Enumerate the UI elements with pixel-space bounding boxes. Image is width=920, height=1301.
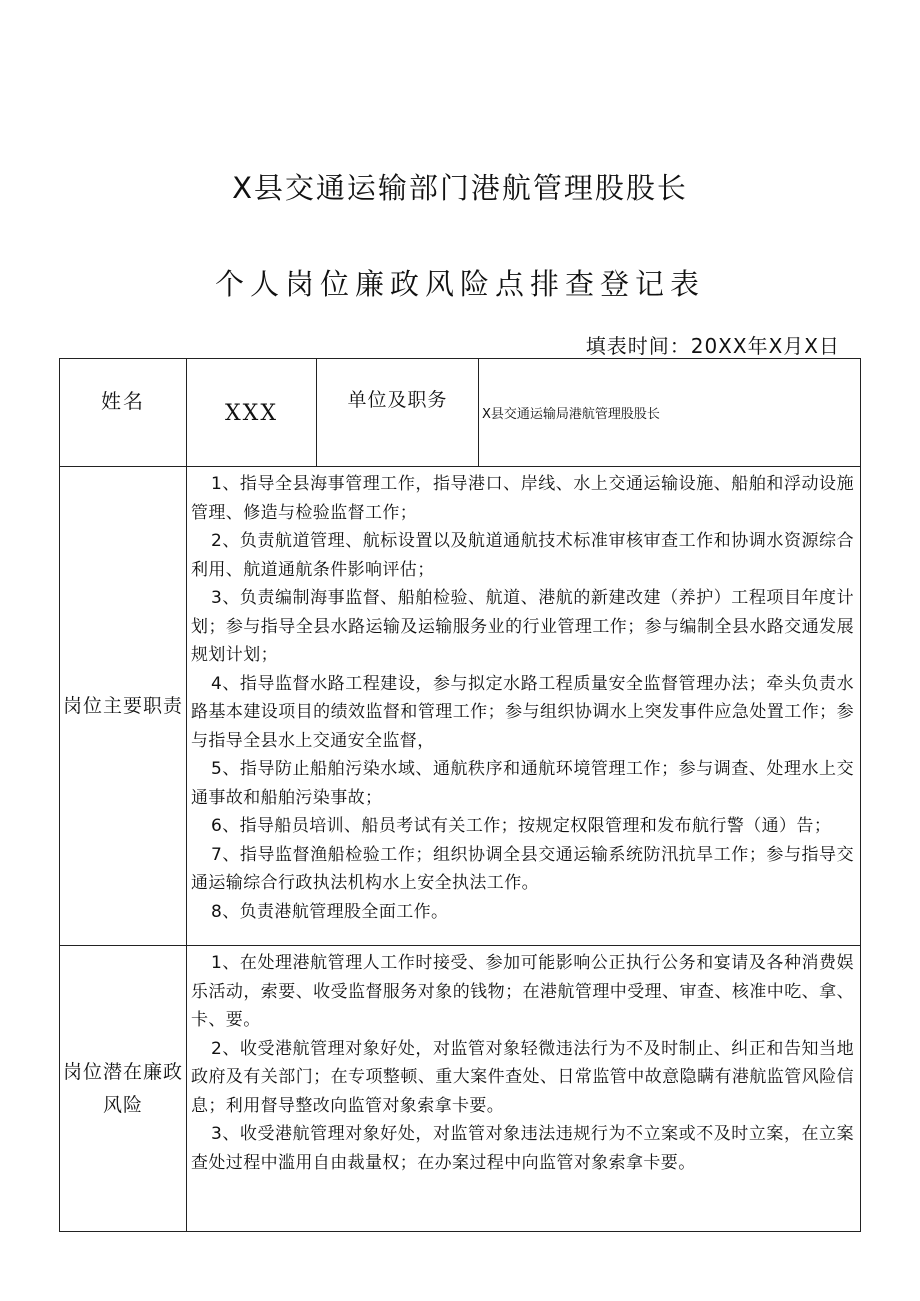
risks-label: 岗位潜在廉政风险 (60, 946, 187, 1232)
registration-table (59, 358, 861, 1232)
duty-item: 3、负责编制海事监督、船舶检验、航道、港航的新建改建（养护）工程项目年度计划；参与指导全县水路运输及运输服务业的行业管理工作；参与编制全县水路交通发展规划计划； (191, 588, 854, 665)
duty-item: 4、指导监督水路工程建设，参与拟定水路工程质量安全监督管理办法；牵头负责水路基本建设项目的绩效监督和管理工作；参与组织协调水上突发事件应急处置工作；参与指导全县水上交通安全监督， (191, 673, 854, 751)
unit-label-cell (317, 359, 479, 467)
duty-item: 8、负责港航管理股全面工作。 (211, 901, 449, 922)
duties-content (187, 467, 861, 946)
page-title: X县交通运输部门港航管理股股长 (232, 171, 688, 205)
name-label-cell (60, 359, 187, 467)
duty-item: 6、指导船员培训、船员考试有关工作；按规定权限管理和发布航行警（通）告； (211, 816, 832, 836)
risk-item: 1、在处理港航管理人工作时接受、参加可能影响公正执行公务和宴请及各种消费娱乐活动，索要、收受监督服务对象的钱物；在港航管理中受理、审查、核准中吃、拿、卡、要。 (191, 953, 854, 1030)
name-label: 姓名 (101, 389, 145, 413)
duty-item: 1、指导全县海事管理工作，指导港口、岸线、水上交通运输设施、船舶和浮动设施管理、修造与检验监督工作； (191, 474, 854, 523)
risk-item: 2、收受港航管理对象好处，对监管对象轻微违法行为不及时制止、纠正和告知当地政府及有关部门；在专项整顿、重大案件查处、日常监管中故意隐瞒有港航监管风险信息；利用督导整改向监管对象索拿卡要。 (191, 1038, 854, 1116)
duties-row (60, 467, 861, 946)
unit-value: X县交通运输局港航管理股股长 (482, 407, 660, 422)
risk-item: 3、收受港航管理对象好处，对监管对象违法违规行为不立案或不及时立案，在立案查处过程中滥用自由裁量权；在办案过程中向监管对象索拿卡要。 (191, 1124, 854, 1173)
risks-row (60, 946, 861, 1232)
info-row (60, 359, 861, 467)
duty-item: 5、指导防止船舶污染水域、通航秩序和通航环境管理工作；参与调查、处理水上交通事故和船舶污染事故； (191, 759, 854, 808)
duties-label: 岗位主要职责 (60, 467, 187, 946)
name-value-cell (187, 359, 317, 467)
duty-item: 7、指导监督渔船检验工作；组织协调全县交通运输系统防汛抗旱工作；参与指导交通运输综合行政执法机构水上安全执法工作。 (191, 844, 854, 893)
fill-date: 填表时间：20XX年X月X日 (585, 334, 840, 358)
name-value: XXX (225, 401, 278, 426)
unit-label: 单位及职务 (347, 389, 448, 411)
duty-item: 2、负责航道管理、航标设置以及航道通航技术标准审核审查工作和协调水资源综合利用、航道通航条件影响评估； (191, 531, 854, 580)
unit-value-cell (479, 359, 861, 467)
page-subtitle: 个人岗位廉政风险点排查登记表 (214, 267, 705, 301)
risks-content (187, 946, 861, 1232)
